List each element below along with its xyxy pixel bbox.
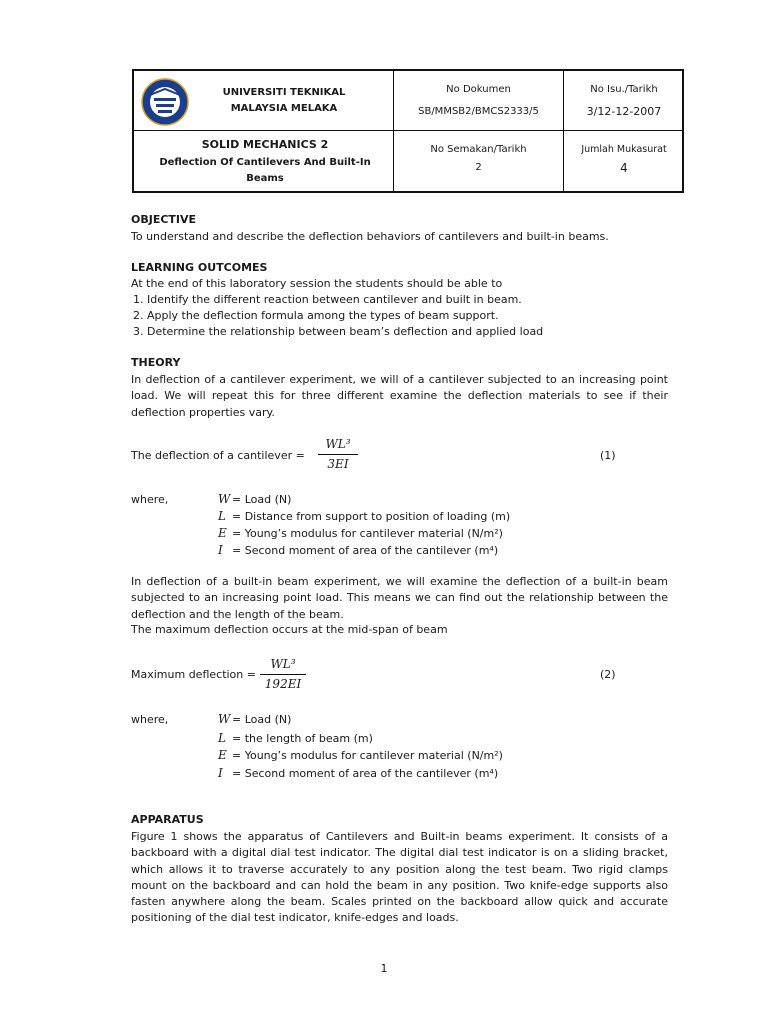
equation-2-label: Maximum deflection =	[131, 668, 256, 681]
apparatus-heading: APPARATUS	[131, 813, 204, 826]
theory-paragraph-3: The maximum deflection occurs at the mid-span of beam	[131, 623, 448, 636]
revision-cell	[394, 133, 563, 185]
variable-description: = Second moment of area of the cantilever (m⁴)	[232, 544, 499, 557]
equation-1-number: (1)	[600, 449, 616, 462]
outcomes-heading: LEARNING OUTCOMES	[131, 261, 268, 274]
variable-definition	[218, 543, 498, 557]
theory-paragraph-2: In deflection of a built-in beam experiment, we will examine the deflection of a built-in beam subjected to an increasing point load. This means we can find out the relationship between the deflection and the length of the beam.	[131, 575, 668, 621]
variable-description: = Distance from support to position of loading (m)	[232, 510, 511, 523]
doc-number-value: SB/MMSB2/BMCS2333/5	[418, 106, 539, 117]
equation-1-label: The deflection of a cantilever =	[131, 449, 305, 462]
variable-definition	[218, 748, 503, 762]
objective-heading: OBJECTIVE	[131, 213, 197, 226]
issue-date-value: 3/12-12-2007	[586, 105, 662, 118]
variable-symbol: L	[218, 731, 226, 745]
page-count-cell	[564, 133, 684, 185]
lab-title-line-2: Beams	[246, 173, 284, 184]
variable-definition	[218, 766, 498, 780]
document-header-table	[132, 69, 684, 193]
variable-definition	[218, 492, 291, 506]
outcome-item: 1. Identify the different reaction between cantilever and built in beam.	[133, 293, 522, 306]
equation-2-numerator: WL³	[270, 657, 296, 671]
doc-number-label: No Dokumen	[446, 84, 511, 95]
variable-definition	[218, 712, 291, 726]
variable-symbol: W	[218, 492, 231, 506]
course-name: SOLID MECHANICS 2	[201, 138, 329, 151]
equation-1-denominator: 3EI	[327, 457, 349, 471]
variable-description: = Load (N)	[232, 713, 292, 726]
objective-text: To understand and describe the deflection behaviors of cantilevers and built-in beams.	[131, 230, 609, 243]
variable-definition	[218, 731, 373, 745]
issue-date-cell	[564, 75, 684, 127]
page-count-label: Jumlah Mukasurat	[581, 144, 667, 155]
variable-symbol: I	[218, 543, 223, 557]
theory-paragraph-1: In deflection of a cantilever experiment, we will of a cantilever subjected to an increasing point load. We will repeat this for three different examine the deflection materials to see if their deflection properties vary.	[131, 373, 668, 419]
outcome-item: 3. Determine the relationship between beam’s deflection and applied load	[133, 325, 544, 338]
variable-symbol: W	[218, 712, 231, 726]
lab-title-line-1: Deflection Of Cantilevers And Built-In	[159, 157, 371, 168]
university-name	[204, 79, 364, 123]
where-label: where,	[131, 493, 169, 506]
equation-1-fraction	[318, 434, 358, 474]
issue-date-label: No Isu./Tarikh	[590, 84, 658, 95]
variable-description: = Second moment of area of the cantilever (m⁴)	[232, 767, 499, 780]
equation-2-fraction	[260, 654, 306, 694]
apparatus-text: Figure 1 shows the apparatus of Cantilevers and Built-in beams experiment. It consists of a backboard with a digital dial test indicator. The digital dial test indicator is on a sliding bracket, which allows it to traverse accurately to any position along the test beam. Two rigid clamps mount on the backboard and can hold the beam in any position. Two knife-edge supports also fasten anywhere along the beam. Scales printed on the backboard allow quick and accurate positioning of the dial test indicator, knife-edges and loads.	[131, 830, 668, 925]
equation-2-denominator: 192EI	[264, 677, 302, 691]
where-label: where,	[131, 713, 169, 726]
page-number: 1	[380, 962, 388, 975]
doc-number-cell	[394, 75, 563, 127]
variable-definition	[218, 509, 510, 523]
variable-symbol: E	[218, 748, 227, 762]
theory-heading: THEORY	[131, 356, 181, 369]
revision-label: No Semakan/Tarikh	[430, 144, 527, 155]
university-line-1: UNIVERSITI TEKNIKAL	[222, 87, 346, 98]
page-count-value: 4	[620, 161, 628, 175]
equation-1-numerator: WL³	[325, 437, 351, 451]
variable-symbol: L	[218, 509, 226, 523]
university-logo	[140, 77, 190, 127]
outcomes-intro: At the end of this laboratory session the students should be able to	[131, 277, 503, 290]
variable-symbol: E	[218, 526, 227, 540]
variable-symbol: I	[218, 766, 223, 780]
variable-description: = Young’s modulus for cantilever material (N/m²)	[232, 749, 503, 762]
variable-description: = Load (N)	[232, 493, 292, 506]
equation-2-number: (2)	[600, 668, 616, 681]
outcome-item: 2. Apply the deflection formula among the types of beam support.	[133, 309, 499, 322]
variable-description: = the length of beam (m)	[232, 732, 373, 745]
course-title-cell	[140, 133, 390, 191]
variable-definition	[218, 526, 503, 540]
variable-description: = Young’s modulus for cantilever material (N/m²)	[232, 527, 503, 540]
university-line-2: MALAYSIA MELAKA	[230, 103, 338, 114]
revision-value: 2	[475, 162, 482, 173]
